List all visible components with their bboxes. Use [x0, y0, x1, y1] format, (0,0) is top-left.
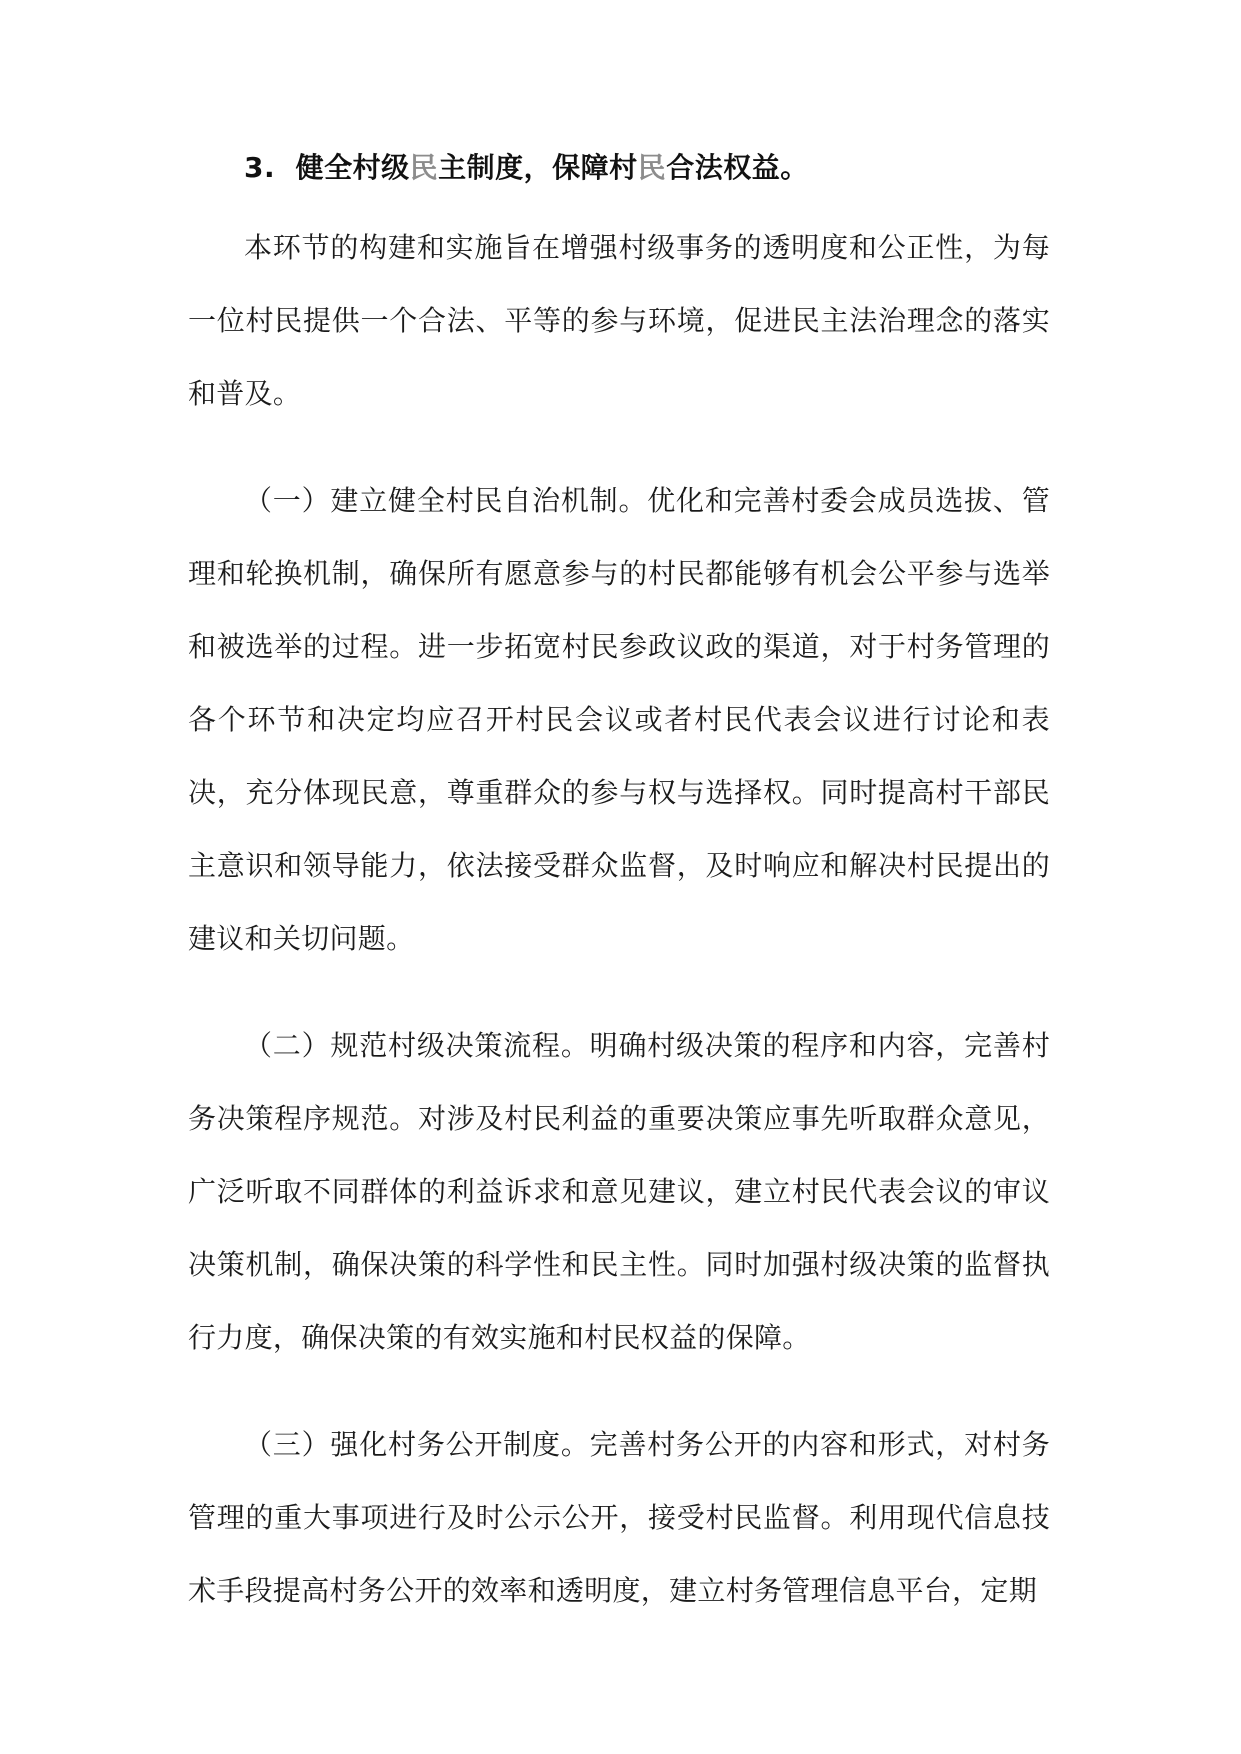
heading-text-part-3: 合法权益。	[666, 151, 809, 184]
paragraph-village-affairs-disclosure: （三）强化村务公开制度。完善村务公开的内容和形式，对村务管理的重大事项进行及时公示公开，接受村民监督。利用现代信息技术手段提高村务公开的效率和透明度，建立村务管理信息平台，定期	[188, 1428, 1050, 1607]
heading-text-part-1: 健全村级	[295, 151, 410, 184]
heading-highlight-2: 民	[637, 151, 667, 184]
heading-text-part-2: 主制度，保障村	[438, 151, 638, 184]
paragraph-self-governance: （一）建立健全村民自治机制。优化和完善村委会成员选拔、管理和轮换机制，确保所有愿意参与的村民都能够有机会公平参与选举和被选举的过程。进一步拓宽村民参政议政的渠道，对于村务管理的各个环节和决定均应召开村民会议或者村民代表会议进行讨论和表决，充分体现民意，尊重群众的参与权与选择权。同时提高村干部民主意识和领导能力，依法接受群众监督，及时响应和解决村民提出的建议和关切问题。	[188, 484, 1050, 955]
section-number: 3.	[244, 151, 276, 184]
heading-highlight-1: 民	[409, 151, 439, 184]
section-heading	[188, 148, 1050, 188]
paragraph-decision-process: （二）规范村级决策流程。明确村级决策的程序和内容，完善村务决策程序规范。对涉及村民利益的重要决策应事先听取群众意见，广泛听取不同群体的利益诉求和意见建议，建立村民代表会议的审议决策机制，确保决策的科学性和民主性。同时加强村级决策的监督执行力度，确保决策的有效实施和村民权益的保障。	[188, 1029, 1050, 1354]
document-body	[188, 148, 1050, 1627]
paragraph-intro: 本环节的构建和实施旨在增强村级事务的透明度和公正性，为每一位村民提供一个合法、平等的参与环境，促进民主法治理念的落实和普及。	[188, 231, 1050, 410]
